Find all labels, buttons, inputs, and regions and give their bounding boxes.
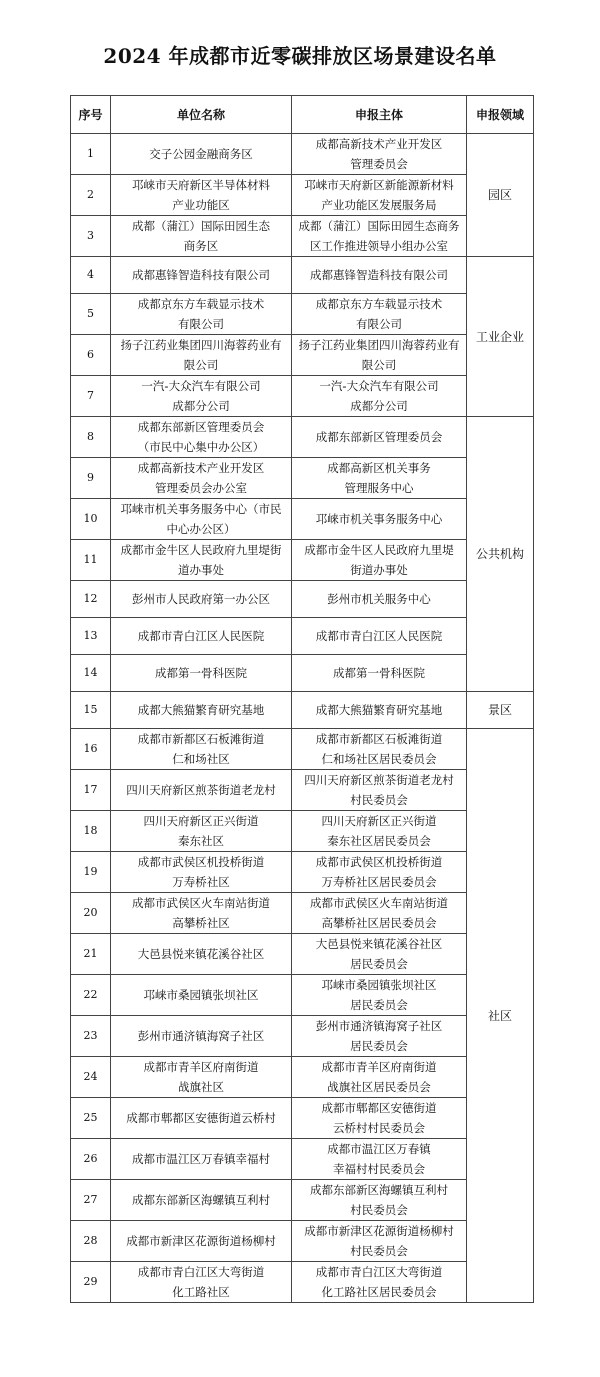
domain-cell: 工业企业 xyxy=(467,257,534,417)
applicant-cell: 成都惠锋智造科技有限公司 xyxy=(292,257,467,294)
seq-cell: 29 xyxy=(71,1262,111,1303)
unit-name-cell: 成都市新津区花源街道杨柳村 xyxy=(111,1221,292,1262)
seq-cell: 20 xyxy=(71,893,111,934)
seq-cell: 17 xyxy=(71,770,111,811)
seq-cell: 14 xyxy=(71,655,111,692)
seq-cell: 19 xyxy=(71,852,111,893)
seq-cell: 10 xyxy=(71,499,111,540)
applicant-cell: 成都高新技术产业开发区 管理委员会 xyxy=(292,134,467,175)
unit-name-cell: 成都市青白江区人民医院 xyxy=(111,618,292,655)
unit-name-cell: 成都高新技术产业开发区 管理委员会办公室 xyxy=(111,458,292,499)
header-seq: 序号 xyxy=(71,96,111,134)
header-unit: 单位名称 xyxy=(111,96,292,134)
applicant-cell: 成都京东方车载显示技术 有限公司 xyxy=(292,294,467,335)
applicant-cell: 成都市武侯区火车南站街道 高攀桥社区居民委员会 xyxy=(292,893,467,934)
applicant-cell: 彭州市机关服务中心 xyxy=(292,581,467,618)
table-row xyxy=(71,335,534,376)
seq-cell: 16 xyxy=(71,729,111,770)
applicant-cell: 成都市青白江区人民医院 xyxy=(292,618,467,655)
applicant-cell: 四川天府新区正兴街道 秦东社区居民委员会 xyxy=(292,811,467,852)
table-row xyxy=(71,1016,534,1057)
table-row xyxy=(71,934,534,975)
seq-cell: 21 xyxy=(71,934,111,975)
unit-name-cell: 成都京东方车载显示技术 有限公司 xyxy=(111,294,292,335)
seq-cell: 24 xyxy=(71,1057,111,1098)
unit-name-cell: 成都（蒲江）国际田园生态 商务区 xyxy=(111,216,292,257)
unit-name-cell: 成都大熊猫繁育研究基地 xyxy=(111,692,292,729)
applicant-cell: 一汽-大众汽车有限公司 成都分公司 xyxy=(292,376,467,417)
seq-cell: 27 xyxy=(71,1180,111,1221)
applicant-cell: 成都市金牛区人民政府九里堤 街道办事处 xyxy=(292,540,467,581)
applicant-cell: 四川天府新区煎茶街道老龙村 村民委员会 xyxy=(292,770,467,811)
table-row xyxy=(71,1262,534,1303)
unit-name-cell: 成都东部新区管理委员会 （市民中心集中办公区） xyxy=(111,417,292,458)
applicant-cell: 成都市青羊区府南街道 战旗社区居民委员会 xyxy=(292,1057,467,1098)
seq-cell: 6 xyxy=(71,335,111,376)
table-row xyxy=(71,294,534,335)
seq-cell: 3 xyxy=(71,216,111,257)
table-row xyxy=(71,729,534,770)
domain-cell: 园区 xyxy=(467,134,534,257)
table-row xyxy=(71,893,534,934)
seq-cell: 7 xyxy=(71,376,111,417)
applicant-cell: 成都市温江区万春镇 幸福村村民委员会 xyxy=(292,1139,467,1180)
header-domain: 申报领域 xyxy=(467,96,534,134)
domain-cell: 公共机构 xyxy=(467,417,534,692)
unit-name-cell: 交子公园金融商务区 xyxy=(111,134,292,175)
seq-cell: 13 xyxy=(71,618,111,655)
table-row xyxy=(71,811,534,852)
applicant-cell: 成都东部新区管理委员会 xyxy=(292,417,467,458)
table-row xyxy=(71,692,534,729)
seq-cell: 4 xyxy=(71,257,111,294)
applicant-cell: 成都大熊猫繁育研究基地 xyxy=(292,692,467,729)
applicant-cell: 邛崃市桑园镇张坝社区 居民委员会 xyxy=(292,975,467,1016)
table-row xyxy=(71,618,534,655)
unit-name-cell: 四川天府新区正兴街道 秦东社区 xyxy=(111,811,292,852)
seq-cell: 25 xyxy=(71,1098,111,1139)
table-row xyxy=(71,1180,534,1221)
seq-cell: 11 xyxy=(71,540,111,581)
seq-cell: 15 xyxy=(71,692,111,729)
table-row xyxy=(71,216,534,257)
applicant-cell: 成都高新区机关事务 管理服务中心 xyxy=(292,458,467,499)
applicant-cell: 成都（蒲江）国际田园生态商务 区工作推进领导小组办公室 xyxy=(292,216,467,257)
table-row xyxy=(71,1057,534,1098)
table-row xyxy=(71,499,534,540)
seq-cell: 8 xyxy=(71,417,111,458)
unit-name-cell: 成都市武侯区火车南站街道 高攀桥社区 xyxy=(111,893,292,934)
unit-name-cell: 邛崃市天府新区半导体材料 产业功能区 xyxy=(111,175,292,216)
seq-cell: 22 xyxy=(71,975,111,1016)
seq-cell: 28 xyxy=(71,1221,111,1262)
unit-name-cell: 成都市青白江区大弯街道 化工路社区 xyxy=(111,1262,292,1303)
unit-name-cell: 邛崃市桑园镇张坝社区 xyxy=(111,975,292,1016)
table-row xyxy=(71,257,534,294)
unit-name-cell: 邛崃市机关事务服务中心（市民 中心办公区） xyxy=(111,499,292,540)
table-row xyxy=(71,852,534,893)
unit-name-cell: 成都惠锋智造科技有限公司 xyxy=(111,257,292,294)
unit-name-cell: 成都东部新区海螺镇互利村 xyxy=(111,1180,292,1221)
page-title: 2024 年成都市近零碳排放区场景建设名单 xyxy=(103,44,497,68)
unit-name-cell: 扬子江药业集团四川海蓉药业有 限公司 xyxy=(111,335,292,376)
table-row xyxy=(71,655,534,692)
applicant-cell: 大邑县悦来镇花溪谷社区 居民委员会 xyxy=(292,934,467,975)
header-applicant: 申报主体 xyxy=(292,96,467,134)
applicant-cell: 扬子江药业集团四川海蓉药业有 限公司 xyxy=(292,335,467,376)
seq-cell: 23 xyxy=(71,1016,111,1057)
seq-cell: 12 xyxy=(71,581,111,618)
unit-name-cell: 成都市金牛区人民政府九里堤街 道办事处 xyxy=(111,540,292,581)
seq-cell: 1 xyxy=(71,134,111,175)
table-row xyxy=(71,1221,534,1262)
table-row xyxy=(71,770,534,811)
unit-name-cell: 一汽-大众汽车有限公司 成都分公司 xyxy=(111,376,292,417)
list-table xyxy=(70,95,534,1303)
applicant-cell: 邛崃市机关事务服务中心 xyxy=(292,499,467,540)
domain-cell: 景区 xyxy=(467,692,534,729)
unit-name-cell: 成都市郫都区安德街道云桥村 xyxy=(111,1098,292,1139)
unit-name-cell: 成都市武侯区机投桥街道 万寿桥社区 xyxy=(111,852,292,893)
applicant-cell: 成都市郫都区安德街道 云桥村村民委员会 xyxy=(292,1098,467,1139)
table-row xyxy=(71,376,534,417)
unit-name-cell: 彭州市通济镇海窝子社区 xyxy=(111,1016,292,1057)
table-row xyxy=(71,975,534,1016)
table-row xyxy=(71,175,534,216)
unit-name-cell: 成都市青羊区府南街道 战旗社区 xyxy=(111,1057,292,1098)
table-header-row xyxy=(71,96,534,134)
domain-cell: 社区 xyxy=(467,729,534,1303)
seq-cell: 26 xyxy=(71,1139,111,1180)
applicant-cell: 彭州市通济镇海窝子社区 居民委员会 xyxy=(292,1016,467,1057)
seq-cell: 5 xyxy=(71,294,111,335)
seq-cell: 18 xyxy=(71,811,111,852)
seq-cell: 9 xyxy=(71,458,111,499)
applicant-cell: 成都第一骨科医院 xyxy=(292,655,467,692)
table-row xyxy=(71,458,534,499)
table-row xyxy=(71,1098,534,1139)
table-row xyxy=(71,581,534,618)
unit-name-cell: 彭州市人民政府第一办公区 xyxy=(111,581,292,618)
table-row xyxy=(71,134,534,175)
applicant-cell: 邛崃市天府新区新能源新材料 产业功能区发展服务局 xyxy=(292,175,467,216)
unit-name-cell: 大邑县悦来镇花溪谷社区 xyxy=(111,934,292,975)
table-row xyxy=(71,1139,534,1180)
seq-cell: 2 xyxy=(71,175,111,216)
applicant-cell: 成都市青白江区大弯街道 化工路社区居民委员会 xyxy=(292,1262,467,1303)
unit-name-cell: 成都市新都区石板滩街道 仁和场社区 xyxy=(111,729,292,770)
unit-name-cell: 成都市温江区万春镇幸福村 xyxy=(111,1139,292,1180)
applicant-cell: 成都市新津区花源街道杨柳村 村民委员会 xyxy=(292,1221,467,1262)
table-row xyxy=(71,540,534,581)
table-row xyxy=(71,417,534,458)
unit-name-cell: 四川天府新区煎茶街道老龙村 xyxy=(111,770,292,811)
applicant-cell: 成都市新都区石板滩街道 仁和场社区居民委员会 xyxy=(292,729,467,770)
unit-name-cell: 成都第一骨科医院 xyxy=(111,655,292,692)
applicant-cell: 成都东部新区海螺镇互利村 村民委员会 xyxy=(292,1180,467,1221)
applicant-cell: 成都市武侯区机投桥街道 万寿桥社区居民委员会 xyxy=(292,852,467,893)
